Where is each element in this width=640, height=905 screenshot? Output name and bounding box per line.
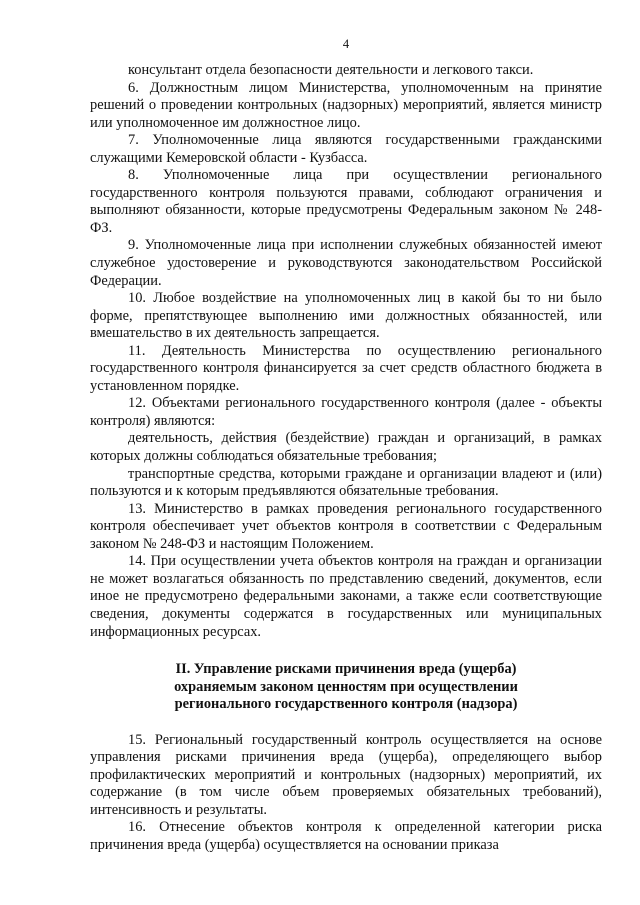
document-body	[90, 62, 602, 855]
paragraph-7: 7. Уполномоченные лица являются государственными гражданскими служащими Кемеровской области - Кузбасса.	[90, 132, 602, 166]
paragraph-13: 13. Министерство в рамках проведения регионального государственного контроля обеспечивает учет объектов контроля в соответствии с Федеральным законом № 248-ФЗ и настоящим Положением.	[90, 500, 602, 552]
paragraph-11: 11. Деятельность Министерства по осуществлению регионального государственного контроля финансируется за счет средств областного бюджета в установленном порядке.	[90, 342, 602, 394]
paragraph-10: 10. Любое воздействие на уполномоченных лиц в какой бы то ни было форме, препятствующее выполнению ими должностных обязанностей, или вмешательство в их деятельность запрещается.	[90, 290, 602, 342]
section-heading-line: II. Управление рисками причинения вреда (ущерба)	[175, 661, 517, 678]
paragraph-9: 9. Уполномоченные лица при исполнении служебных обязанностей имеют служебное удостоверение и руководствуются законодательством Российской Федерации.	[90, 237, 602, 289]
paragraph-8: 8. Уполномоченные лица при осуществлении регионального государственного контроля пользуются правами, соблюдают ограничения и выполняют обязанности, которые предусмотрены Федеральным законом № 248-ФЗ.	[90, 167, 602, 236]
document-page	[90, 0, 602, 905]
paragraph-6: 6. Должностным лицом Министерства, уполномоченным на принятие решений о проведении контрольных (надзорных) мероприятий, является министр или уполномоченное им должностное лицо.	[90, 79, 602, 131]
paragraph-continuation: консультант отдела безопасности деятельности и легкового такси.	[128, 62, 534, 78]
paragraph-12-item-2: транспортные средства, которыми граждане и организации владеют и (или) пользуются и к которым предъявляются обязательные требования.	[90, 465, 602, 500]
section-heading-line: охраняемым законом ценностям при осуществлении	[174, 678, 518, 695]
paragraph-14: 14. При осуществлении учета объектов контроля на граждан и организации не может возлагаться обязанность по представлению сведений, документов, если иное не предусмотрено федеральными законами, а также если соответствующие сведения, документы содержатся в государственных или муниципальных информационных ресурсах.	[90, 553, 602, 640]
section-heading-line: регионального государственного контроля (надзора)	[174, 696, 518, 713]
page-number: 4	[342, 37, 350, 51]
section-heading	[90, 661, 602, 714]
paragraph-12-item-1: деятельность, действия (бездействие) граждан и организаций, в рамках которых должны соблюдаться обязательные требования;	[90, 430, 602, 465]
paragraph-12: 12. Объектами регионального государственного контроля (далее - объекты контроля) являются:	[90, 395, 602, 429]
paragraph-16: 16. Отнесение объектов контроля к определенной категории риска причинения вреда (ущерба) осуществляется на основании приказа	[90, 819, 602, 853]
paragraph-15: 15. Региональный государственный контроль осуществляется на основе управления рисками причинения вреда (ущерба), определяющего выбор профилактических мероприятий и контрольных (надзорных) мероприятий, их содержание (в том числе объем проверяемых обязательных требований), интенсивность и результаты.	[90, 731, 602, 818]
